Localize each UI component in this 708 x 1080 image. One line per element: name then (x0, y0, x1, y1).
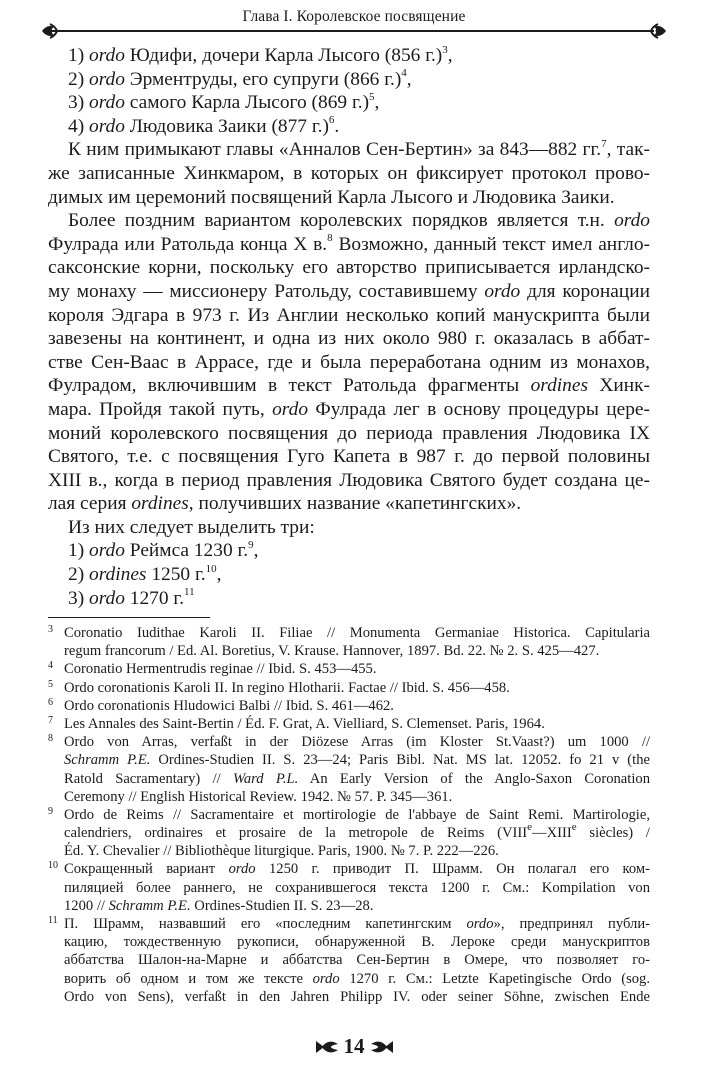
footnote-number: 5 (48, 678, 53, 690)
text-run: 1270 г. (124, 587, 185, 609)
text-run: Coronatio Hermentrudis reginae // Ibid. S. 453—455. (64, 661, 377, 678)
footnote-ref: 11 (184, 586, 195, 599)
text-line (48, 209, 650, 233)
footnote-line (64, 821, 650, 842)
text-run: Эрментруды, его супруги (866 г.) (124, 68, 402, 90)
text-run: 2) (68, 564, 90, 586)
footnote-line (64, 806, 650, 824)
text-line (48, 138, 650, 162)
text-run: кацию, тождественную рукописи, обнаруженной В. Лероке среди манускриптов (64, 934, 650, 951)
text-run: мара. Пройдя такой путь, (48, 398, 273, 420)
footnote (48, 915, 650, 1006)
text-line (48, 115, 650, 139)
text-run: Ordines-Studien II. S. 23—24; Paris Bibl. Nat. MS lat. 12052. fo 21 v (the (150, 752, 650, 769)
footnote-number: 4 (48, 660, 53, 672)
footnote-number: 6 (48, 696, 53, 708)
text-run: Святого, т.е. с посвящения Гуго Капета в 987 г. до первой половины (48, 446, 650, 468)
footnote-ref: 10 (205, 562, 217, 575)
footnote-line (64, 770, 650, 788)
text-run: димых им церемоний посвящений Карла Лысого и Людовика Заики. (48, 186, 615, 208)
page-number: 14 (343, 1034, 365, 1058)
footnote (48, 624, 650, 660)
text-run: Хинк- (588, 375, 651, 397)
italic-run: ordines (530, 375, 589, 397)
text-line (48, 304, 650, 328)
italic-run: ordo (89, 540, 125, 562)
text-run: Фулрадом, включившим в текст Ратольда фрагменты (48, 375, 531, 397)
text-line (48, 280, 650, 304)
italic-run: ordo (89, 587, 125, 609)
text-run: 1) (68, 540, 90, 562)
text-run: Ordo von Arras, verfaßt in der Diözese Arras (im Kloster St.Vaast?) um 1000 // (64, 734, 650, 751)
footnote-line (64, 897, 650, 915)
text-run: 4) (68, 115, 90, 137)
footnote-number: 7 (48, 714, 53, 726)
text-line (48, 68, 650, 92)
text-run: Les Annales des Saint-Bertin / Éd. F. Grat, A. Vielliard, S. Clemenset. Paris, 1964. (64, 715, 545, 732)
text-line (48, 492, 650, 516)
text-run: 1250 г. приводит П. Шрамм. Он полагал его ком- (255, 861, 650, 878)
folio-right-fleuron-icon (369, 1038, 395, 1056)
text-run: , (447, 45, 453, 66)
text-run: Ordines-Studien II. S. 23—28. (190, 897, 374, 914)
footnote-line (64, 624, 650, 642)
italic-run: ordo (228, 861, 256, 878)
footnote-ref: 8 (327, 232, 333, 245)
text-run: завезены на континент, и одна из них около 980 г. оказалась в аббат- (48, 328, 650, 350)
text-line (48, 351, 650, 375)
footnote-number: 8 (48, 733, 53, 745)
text-run: siècles) / (576, 825, 650, 842)
text-run: 2) (68, 68, 90, 90)
footnote (48, 715, 650, 733)
italic-run: ordines (131, 493, 189, 515)
italic-run: Ward P.L. (233, 770, 299, 787)
text-run: —XIII (532, 825, 572, 842)
text-run: , (216, 564, 222, 586)
text-run: Ordo von Sens), verfaßt in den Jahren Philipp IV. oder seiner Söhne, zwischen Ende (64, 988, 650, 1005)
italic-run: ordo (466, 916, 494, 932)
folio-left-fleuron-icon (314, 1038, 340, 1056)
footnote-line (64, 679, 650, 697)
text-run: Ordo coronationis Karoli II. In regino Hlotharii. Factae // Ibid. S. 456—458. (64, 679, 510, 696)
text-run: An Early Version of the Anglo-Saxon Coronation (298, 770, 650, 787)
text-run: Coronatio Iudithae Karoli II. Filiae // Monumenta Germaniae Historica. Capitularia (64, 625, 650, 641)
text-run: , так- (606, 139, 651, 161)
italic-run: Schramm P.E. (64, 752, 151, 769)
footnote-separator (48, 617, 210, 618)
footnote-line (64, 915, 650, 933)
text-run: аббатства Шалон-на-Марне и аббатства Сен-Бертин в Омере, что позволяет го- (64, 952, 650, 969)
footnote-ref: e (527, 821, 532, 834)
footnote-line (64, 951, 650, 969)
text-line (48, 186, 650, 210)
text-run: стве Сен-Ваас в Аррасе, где и была переработана одним из монахов, (48, 351, 650, 373)
footnote-line (64, 933, 650, 951)
footnote-line (64, 715, 650, 733)
italic-run: ordo (89, 68, 125, 90)
header-rule (48, 30, 640, 32)
footnote-number: 10 (48, 860, 58, 872)
footnote (48, 806, 650, 861)
text-line (48, 587, 650, 611)
text-run: 1200 // (64, 897, 109, 914)
footnote-number: 11 (48, 915, 58, 926)
footnote-line (64, 970, 650, 988)
running-header-title: Глава I. Королевское посвящение (242, 8, 466, 25)
text-run: для коронации (520, 280, 650, 302)
text-line (48, 162, 650, 186)
folio (0, 1034, 708, 1062)
text-run: моний королевского посвящения до периода правления Людовика IX (48, 422, 650, 444)
text-run: саксонские корни, поскольку его авторство приписывается ирландско- (48, 257, 650, 279)
text-line (48, 398, 650, 422)
footnote-ref: 9 (248, 539, 254, 551)
footnote-line (64, 860, 650, 878)
text-run: П. Шрамм, назвавший его «последним капетингским (64, 916, 467, 932)
text-line (48, 539, 650, 563)
text-line (48, 91, 650, 115)
text-run: , (406, 68, 412, 90)
footnote-line (64, 642, 650, 660)
text-run: Более поздним вариантом королевских порядков является т.н. (68, 210, 615, 232)
text-run: Фулрада или Ратольда конца X в. (48, 233, 328, 255)
text-line (48, 422, 650, 446)
text-run: , получивших название «капетингских». (188, 493, 522, 515)
text-run: пиляцией более раннего, не сохранившегося текста 1200 г. См.: Kompilation von (64, 879, 650, 896)
footnote-line (64, 988, 650, 1006)
italic-run: ordo (614, 210, 650, 232)
text-run: Éd. Y. Chevalier // Bibliothèque liturgique. Paris, 1900. № 7. P. 222—226. (64, 843, 499, 860)
footnote-ref: 3 (442, 43, 448, 56)
text-run: 1250 г. (146, 564, 206, 586)
footnotes-block (48, 624, 650, 1006)
italic-run: ordo (89, 115, 125, 137)
text-run: XIII в., когда в период правления Людовика Святого будет создана це- (48, 469, 650, 491)
footnote-line (64, 660, 650, 678)
text-run: Людовика Заики (877 г.) (124, 115, 329, 137)
text-run: Ratold Sacramentary) // (64, 770, 233, 787)
text-run: , (374, 92, 380, 114)
text-run: 3) (68, 587, 90, 609)
footnote-ref: 5 (369, 90, 375, 103)
footnote-number: 3 (48, 624, 53, 635)
text-run: 1) (68, 45, 90, 66)
text-run: Из них следует выделить три: (68, 516, 315, 538)
text-run: Юдифи, дочери Карла Лысого (856 г.) (124, 45, 443, 66)
text-run: короля Эдгара в 973 г. Из Англии несколько копий манускрипта были (48, 304, 650, 326)
text-run: самого Карла Лысого (869 г.) (124, 92, 370, 114)
footnote (48, 660, 650, 678)
text-run: Фулрада лег в основу процедуры цере- (308, 398, 650, 420)
footnote-line (64, 733, 650, 751)
footnote-line (64, 842, 650, 860)
text-line (48, 516, 650, 540)
footnote-line (64, 697, 650, 715)
text-run: Ordo de Reims // Sacramentaire et mortirologie de l'abbaye de Saint Remi. Martirologie, (64, 806, 650, 823)
footnote-ref: 4 (401, 67, 407, 80)
text-line (48, 445, 650, 469)
text-line (48, 563, 650, 587)
footnote-ref: e (571, 821, 577, 834)
italic-run: ordo (89, 45, 125, 66)
text-run: , (253, 540, 259, 562)
text-run: лая серия (48, 493, 132, 515)
footnote-line (64, 879, 650, 897)
text-line (48, 327, 650, 351)
text-run: calendriers, ordinaires et prosaire de la metropole de Reims (VIII (64, 825, 528, 842)
italic-run: Schramm P.E. (108, 897, 191, 914)
footnote-line (64, 751, 650, 769)
italic-run: ordo (89, 92, 125, 114)
footnote-ref: 7 (601, 137, 607, 150)
text-run: ворить об одном и том же тексте (64, 970, 313, 987)
text-run: regum francorum / Ed. Al. Boretius, V. Krause. Hannover, 1897. Bd. 22. № 2. S. 425—427. (64, 643, 600, 660)
text-run: же записанные Хинкмаром, в которых он фиксирует протокол прово- (48, 162, 650, 184)
text-run: Ceremony // English Historical Review. 1942. № 57. P. 345—361. (64, 788, 453, 805)
text-line (48, 256, 650, 280)
footnote (48, 697, 650, 715)
text-run: 3) (68, 92, 90, 114)
text-run: Сокращенный вариант (64, 861, 229, 878)
footnote (48, 679, 650, 697)
text-line (48, 469, 650, 493)
italic-run: ordo (312, 970, 340, 987)
footnote (48, 733, 650, 806)
text-run: Реймса 1230 г. (124, 540, 249, 562)
text-run: му монаху — миссионеру Ратольду, составившему (48, 280, 485, 302)
footnote-number: 9 (48, 805, 53, 817)
footnote-ref: 6 (328, 114, 335, 127)
text-line (48, 44, 650, 68)
italic-run: ordo (484, 280, 521, 302)
text-run: Ordo coronationis Hludowici Balbi // Ibid. S. 461—462. (64, 697, 394, 714)
text-line (48, 233, 650, 257)
text-run: Возможно, данный текст имел англо- (332, 233, 650, 255)
text-run: . (334, 115, 340, 137)
text-run: 1270 г. См.: Letzte Kapetingische Ordo (sog. (339, 970, 650, 987)
text-run: », предпринял публи- (493, 916, 650, 932)
text-line (48, 374, 650, 398)
italic-run: ordines (89, 564, 147, 586)
footnote-line (64, 788, 650, 806)
italic-run: ordo (272, 398, 309, 420)
main-text-block (48, 44, 650, 610)
text-run: К ним примыкают главы «Анналов Сен-Бертин» за 843—882 гг. (68, 139, 602, 161)
footnote (48, 860, 650, 915)
